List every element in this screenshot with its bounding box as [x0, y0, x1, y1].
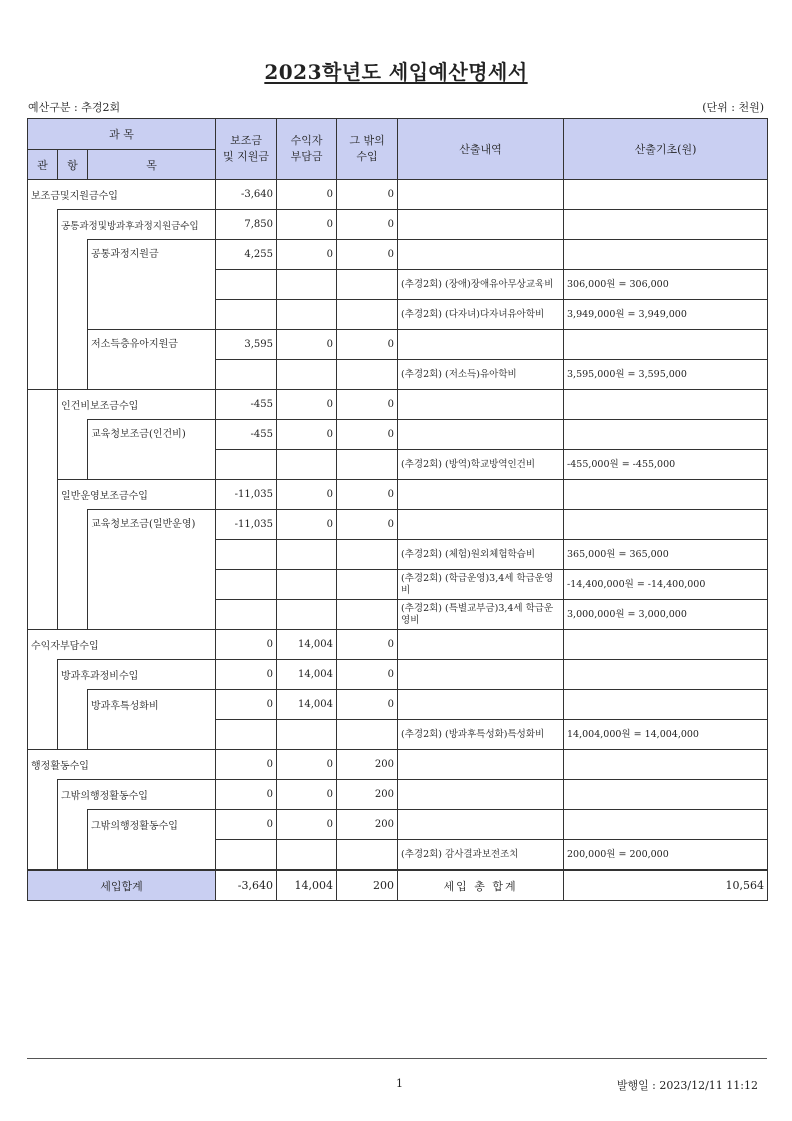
gwan-name: 보조금및지원금수입	[28, 180, 216, 210]
basis-cell: 14,004,000원 = 14,004,000	[564, 720, 768, 750]
grand-total-label: 세입 총 합계	[398, 870, 564, 901]
gwan-name: 행정활동수입	[28, 750, 216, 780]
subsidy-cell: 0	[216, 810, 277, 840]
table-row	[28, 240, 768, 270]
other-cell: 0	[337, 480, 398, 510]
beneficiary-cell: 14,004	[277, 630, 337, 660]
detail-cell: (추경2회) (장애)장애유아무상교육비	[398, 270, 564, 300]
table-row	[28, 510, 768, 540]
beneficiary-cell: 0	[277, 390, 337, 420]
table-row	[28, 690, 768, 720]
beneficiary-cell: 0	[277, 240, 337, 270]
other-cell: 0	[337, 240, 398, 270]
basis-cell: 3,949,000원 = 3,949,000	[564, 300, 768, 330]
table-row	[28, 420, 768, 450]
header-subsidy: 보조금 및 지원금	[216, 119, 277, 180]
subsidy-cell: -11,035	[216, 480, 277, 510]
table-row	[28, 390, 768, 420]
table-row	[28, 180, 768, 210]
detail-cell: (추경2회) 감사결과보전조치	[398, 840, 564, 871]
mok-name: 교육청보조금(인건비)	[88, 420, 216, 480]
other-cell: 200	[337, 780, 398, 810]
table-row	[28, 330, 768, 360]
other-cell: 200	[337, 810, 398, 840]
beneficiary-cell: 0	[277, 750, 337, 780]
detail-cell: (추경2회) (방역)학교방역인건비	[398, 450, 564, 480]
subsidy-cell: 0	[216, 630, 277, 660]
beneficiary-cell: 0	[277, 420, 337, 450]
detail-cell: (추경2회) (다자녀)다자녀유아학비	[398, 300, 564, 330]
other-cell: 0	[337, 180, 398, 210]
other-cell: 0	[337, 690, 398, 720]
beneficiary-cell: 0	[277, 780, 337, 810]
basis-cell: 200,000원 = 200,000	[564, 840, 768, 871]
header-other: 그 밖의 수입	[337, 119, 398, 180]
header-mok: 목	[88, 150, 216, 180]
other-cell: 0	[337, 420, 398, 450]
total-other: 200	[337, 870, 398, 901]
beneficiary-cell: 0	[277, 180, 337, 210]
table-row	[28, 660, 768, 690]
basis-cell: 306,000원 = 306,000	[564, 270, 768, 300]
other-cell: 0	[337, 630, 398, 660]
hang-name: 인건비보조금수입	[58, 390, 216, 420]
basis-cell: 365,000원 = 365,000	[564, 540, 768, 570]
header-hang: 항	[58, 150, 88, 180]
detail-cell: (추경2회) (체험)원외체험학습비	[398, 540, 564, 570]
beneficiary-cell: 0	[277, 510, 337, 540]
mok-name: 공통과정지원금	[88, 240, 216, 330]
footer-divider	[27, 1058, 767, 1059]
grand-total-value: 10,564	[564, 870, 768, 901]
detail-cell: (추경2회) (특별교부금)3,4세 학급운영비	[398, 600, 564, 630]
header-basis: 산출기초(원)	[564, 119, 768, 180]
table-row	[28, 720, 768, 750]
detail-cell: (추경2회) (방과후특성화)특성화비	[398, 720, 564, 750]
subsidy-cell: 0	[216, 690, 277, 720]
basis-cell: 3,000,000원 = 3,000,000	[564, 600, 768, 630]
beneficiary-cell: 0	[277, 810, 337, 840]
total-subsidy: -3,640	[216, 870, 277, 901]
table-row	[28, 210, 768, 240]
subsidy-cell: -11,035	[216, 510, 277, 540]
beneficiary-cell: 0	[277, 210, 337, 240]
total-label: 세입합계	[28, 870, 216, 901]
page-title: 2023학년도 세입예산명세서	[264, 60, 528, 84]
other-cell: 0	[337, 390, 398, 420]
table-row	[28, 750, 768, 780]
beneficiary-cell: 14,004	[277, 690, 337, 720]
beneficiary-cell: 0	[277, 330, 337, 360]
hang-name: 일반운영보조금수입	[58, 480, 216, 510]
subsidy-cell: 0	[216, 750, 277, 780]
other-cell: 0	[337, 210, 398, 240]
subsidy-cell: 7,850	[216, 210, 277, 240]
total-beneficiary: 14,004	[277, 870, 337, 901]
other-cell: 0	[337, 660, 398, 690]
header-gwan: 관	[28, 150, 58, 180]
mok-name: 교육청보조금(일반운영)	[88, 510, 216, 630]
mok-name: 그밖의행정활동수입	[88, 810, 216, 840]
table-row	[28, 810, 768, 840]
unit-label: (단위 : 천원)	[702, 101, 764, 114]
mok-name: 방과후특성화비	[88, 690, 216, 720]
subsidy-cell: 0	[216, 780, 277, 810]
detail-cell: (추경2회) (저소득)유아학비	[398, 360, 564, 390]
hang-name: 그밖의행정활동수입	[58, 780, 216, 810]
header-beneficiary: 수익자 부담금	[277, 119, 337, 180]
basis-cell: -14,400,000원 = -14,400,000	[564, 570, 768, 600]
mok-name: 저소득층유아지원금	[88, 330, 216, 390]
hang-name: 방과후과정비수입	[58, 660, 216, 690]
budget-type: 예산구분 : 추경2회	[28, 101, 121, 114]
subsidy-cell: -455	[216, 420, 277, 450]
hang-name: 공통과정및방과후과정지원금수입	[58, 210, 216, 240]
header-details: 산출내역	[398, 119, 564, 180]
table-row	[28, 630, 768, 660]
other-cell: 0	[337, 330, 398, 360]
subsidy-cell: 3,595	[216, 330, 277, 360]
page-number: 1	[396, 1077, 403, 1090]
issued-date: 발행일 : 2023/12/11 11:12	[616, 1079, 758, 1092]
budget-table	[27, 118, 768, 901]
beneficiary-cell: 14,004	[277, 660, 337, 690]
table-row	[28, 480, 768, 510]
other-cell: 200	[337, 750, 398, 780]
subsidy-cell: -3,640	[216, 180, 277, 210]
table-row	[28, 780, 768, 810]
table-row	[28, 840, 768, 871]
beneficiary-cell: 0	[277, 480, 337, 510]
detail-cell: (추경2회) (학급운영)3,4세 학급운영비	[398, 570, 564, 600]
total-row	[28, 870, 768, 901]
header-subject: 과 목	[28, 119, 216, 150]
basis-cell: 3,595,000원 = 3,595,000	[564, 360, 768, 390]
gwan-name: 수익자부담수입	[28, 630, 216, 660]
subsidy-cell: -455	[216, 390, 277, 420]
basis-cell: -455,000원 = -455,000	[564, 450, 768, 480]
subsidy-cell: 4,255	[216, 240, 277, 270]
other-cell: 0	[337, 510, 398, 540]
subsidy-cell: 0	[216, 660, 277, 690]
